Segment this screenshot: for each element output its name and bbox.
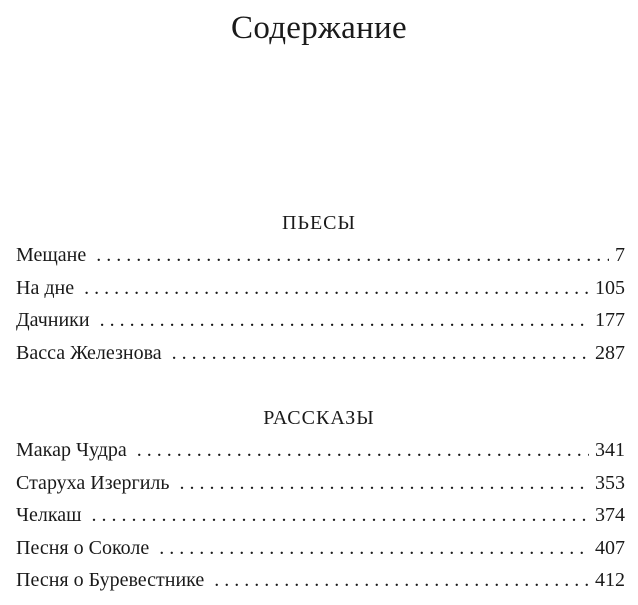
toc-list-stories xyxy=(16,436,625,599)
dot-leader xyxy=(96,241,609,269)
toc-entry[interactable] xyxy=(16,339,625,372)
toc-entry-title: Старуха Изергиль xyxy=(16,471,170,494)
toc-entry-page: 341 xyxy=(595,439,625,461)
toc-entry-page: 353 xyxy=(595,471,625,494)
section-heading-plays: ПЬЕСЫ xyxy=(282,212,356,234)
toc-entry[interactable] xyxy=(16,501,625,534)
toc-entry-page: 412 xyxy=(595,569,625,591)
toc-entry[interactable] xyxy=(16,274,625,307)
toc-entry-title: Васса Железнова xyxy=(16,341,162,364)
toc-entry-page: 7 xyxy=(615,244,625,266)
toc-entry-title: Песня о Буревестнике xyxy=(16,569,205,591)
toc-entry-page: 177 xyxy=(595,309,625,331)
toc-entry-title: Челкаш xyxy=(16,504,82,526)
toc-entry-title: Песня о Соколе xyxy=(16,536,150,559)
toc-entry-title: Мещане xyxy=(16,244,87,266)
toc-entry-page: 407 xyxy=(595,536,625,559)
dot-leader xyxy=(92,501,589,529)
toc-entry[interactable] xyxy=(16,241,625,274)
toc-entry-page: 105 xyxy=(595,276,625,299)
page-title: Содержание xyxy=(231,10,407,46)
dot-leader xyxy=(214,566,589,594)
toc-entry-title: На дне xyxy=(16,276,75,299)
dot-leader xyxy=(100,306,589,334)
dot-leader xyxy=(159,534,589,562)
toc-entry[interactable] xyxy=(16,436,625,469)
dot-leader xyxy=(180,469,589,497)
toc-entry-page: 287 xyxy=(595,341,625,364)
dot-leader xyxy=(137,436,589,464)
toc-entry[interactable] xyxy=(16,566,625,599)
toc-list-plays xyxy=(16,241,625,371)
toc-entry-title: Дачники xyxy=(16,309,90,331)
toc-entry[interactable] xyxy=(16,469,625,502)
toc-entry[interactable] xyxy=(16,306,625,339)
toc-entry-page: 374 xyxy=(595,504,625,526)
dot-leader xyxy=(172,339,589,367)
toc-entry[interactable] xyxy=(16,534,625,567)
section-heading-stories: РАССКАЗЫ xyxy=(263,407,375,429)
toc-entry-title: Макар Чудра xyxy=(16,439,127,461)
dot-leader xyxy=(84,274,589,302)
